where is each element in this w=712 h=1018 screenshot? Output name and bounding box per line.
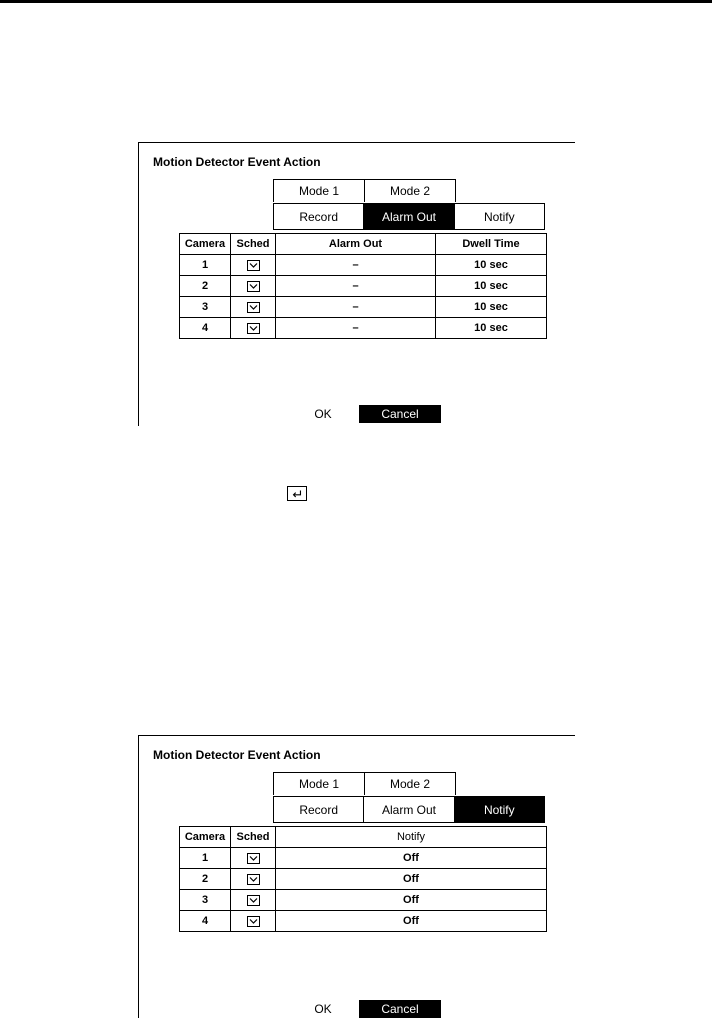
table-row bbox=[180, 869, 547, 890]
cancel-button[interactable]: Cancel bbox=[359, 1000, 441, 1018]
tab-mode-1[interactable]: Mode 1 bbox=[273, 179, 365, 202]
calendar-icon[interactable] bbox=[247, 323, 260, 334]
motion-detector-event-action-dialog-notify bbox=[138, 735, 575, 1018]
calendar-icon[interactable] bbox=[247, 853, 260, 864]
calendar-icon[interactable] bbox=[247, 302, 260, 313]
table-header-row bbox=[180, 234, 547, 255]
camera-number: 4 bbox=[180, 318, 231, 339]
tab-mode-2[interactable]: Mode 2 bbox=[365, 179, 456, 202]
table-header-row bbox=[180, 827, 547, 848]
calendar-icon[interactable] bbox=[247, 895, 260, 906]
column-header-notify: Notify bbox=[276, 827, 547, 848]
table-row bbox=[180, 848, 547, 869]
schedule-cell[interactable] bbox=[231, 255, 276, 276]
camera-number: 4 bbox=[180, 911, 231, 932]
tab-mode-1[interactable]: Mode 1 bbox=[273, 772, 365, 795]
camera-number: 2 bbox=[180, 869, 231, 890]
schedule-cell[interactable] bbox=[231, 890, 276, 911]
column-header-alarm-out: Alarm Out bbox=[276, 234, 436, 255]
alarm-out-cell[interactable]: – bbox=[276, 255, 436, 276]
schedule-cell[interactable] bbox=[231, 869, 276, 890]
mode-tabs bbox=[273, 772, 456, 796]
column-header-camera: Camera bbox=[180, 234, 231, 255]
mode-tabs bbox=[273, 179, 456, 203]
schedule-cell[interactable] bbox=[231, 848, 276, 869]
notify-cell[interactable]: Off bbox=[276, 848, 547, 869]
camera-number: 1 bbox=[180, 255, 231, 276]
table-row bbox=[180, 911, 547, 932]
dwell-time-cell[interactable]: 10 sec bbox=[436, 318, 547, 339]
tab-record[interactable]: Record bbox=[274, 797, 364, 822]
table-row bbox=[180, 297, 547, 318]
dwell-time-cell[interactable]: 10 sec bbox=[436, 255, 547, 276]
dialog-title: Motion Detector Event Action bbox=[153, 155, 321, 169]
action-tabs bbox=[273, 796, 545, 823]
table-row bbox=[180, 255, 547, 276]
tab-record[interactable]: Record bbox=[274, 204, 364, 229]
action-tabs bbox=[273, 203, 545, 230]
schedule-cell[interactable] bbox=[231, 911, 276, 932]
tab-alarm-out[interactable]: Alarm Out bbox=[364, 204, 454, 229]
schedule-cell[interactable] bbox=[231, 276, 276, 297]
motion-detector-event-action-dialog-alarm-out bbox=[138, 142, 575, 426]
tab-notify[interactable]: Notify bbox=[483, 209, 515, 224]
column-header-sched: Sched bbox=[231, 827, 276, 848]
tab-mode-2[interactable]: Mode 2 bbox=[365, 772, 456, 795]
ok-button[interactable]: OK bbox=[297, 405, 349, 423]
calendar-icon[interactable] bbox=[247, 281, 260, 292]
camera-number: 1 bbox=[180, 848, 231, 869]
notify-table bbox=[179, 826, 547, 932]
tab-notify[interactable]: Notify bbox=[455, 797, 544, 822]
camera-number: 3 bbox=[180, 890, 231, 911]
table-row bbox=[180, 276, 547, 297]
notify-cell[interactable]: Off bbox=[276, 890, 547, 911]
schedule-cell[interactable] bbox=[231, 318, 276, 339]
enter-key-icon bbox=[287, 486, 307, 501]
calendar-icon[interactable] bbox=[247, 874, 260, 885]
alarm-out-cell[interactable]: – bbox=[276, 297, 436, 318]
schedule-cell[interactable] bbox=[231, 297, 276, 318]
ok-button[interactable]: OK bbox=[297, 1000, 349, 1018]
notify-cell[interactable]: Off bbox=[276, 869, 547, 890]
camera-number: 3 bbox=[180, 297, 231, 318]
column-header-dwell-time: Dwell Time bbox=[436, 234, 547, 255]
camera-number: 2 bbox=[180, 276, 231, 297]
column-header-sched: Sched bbox=[231, 234, 276, 255]
table-row bbox=[180, 318, 547, 339]
alarm-out-cell[interactable]: – bbox=[276, 276, 436, 297]
notify-cell[interactable]: Off bbox=[276, 911, 547, 932]
tab-alarm-out[interactable]: Alarm Out bbox=[364, 797, 454, 822]
dwell-time-cell[interactable]: 10 sec bbox=[436, 276, 547, 297]
page-top-rule bbox=[0, 0, 712, 3]
calendar-icon[interactable] bbox=[247, 916, 260, 927]
table-row bbox=[180, 890, 547, 911]
alarm-out-table bbox=[179, 233, 547, 339]
alarm-out-cell[interactable]: – bbox=[276, 318, 436, 339]
column-header-camera: Camera bbox=[180, 827, 231, 848]
dialog-title: Motion Detector Event Action bbox=[153, 748, 321, 762]
cancel-button[interactable]: Cancel bbox=[359, 405, 441, 423]
dwell-time-cell[interactable]: 10 sec bbox=[436, 297, 547, 318]
calendar-icon[interactable] bbox=[247, 260, 260, 271]
